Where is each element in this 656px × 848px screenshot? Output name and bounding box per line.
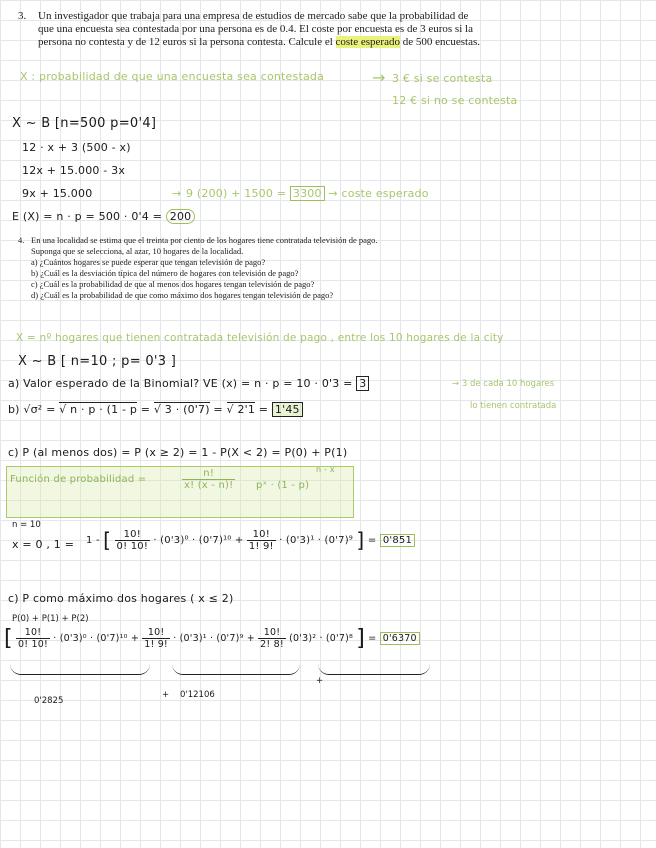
notes4-c-equals: = bbox=[367, 535, 377, 546]
notes3-equation-2: 12x + 15.000 - 3x bbox=[22, 164, 126, 177]
problem-3-line-3-start: persona no contesta y de 12 euros si la persona contesta. Calcule el bbox=[38, 36, 333, 48]
problem-3-line-3-end: de 500 encuestas. bbox=[399, 36, 480, 48]
problem-4-question-b: b) ¿Cuál es la desviación típica del número de hogares con televisión de pago? bbox=[31, 268, 299, 278]
problem-3-number: 3. bbox=[18, 10, 27, 22]
notes4-d-frac-1-den: 0! 10! bbox=[18, 639, 49, 650]
notes4-n-value: n = 10 bbox=[12, 520, 41, 530]
notes4-c-term-1: · (0'3)⁰ · (0'7)¹⁰ + bbox=[153, 535, 244, 546]
highlighted-coste-esperado: coste esperado bbox=[335, 36, 400, 48]
notes4-part-d: c) P como máximo dos hogares ( x ≤ 2) bbox=[8, 592, 234, 605]
problem-3-line-2: que una encuesta sea contestada por una persona es de 0.4. El coste por encuesta es de 3 euros si la bbox=[38, 23, 473, 35]
notes3-cost-a: 3 € si se contesta bbox=[392, 72, 493, 85]
notes4-c-frac-1 bbox=[115, 529, 150, 552]
notes4-part-b-root-2: √ 3 · (0'7) bbox=[153, 403, 210, 416]
notes4-part-d-sum: P(0) + P(1) + P(2) bbox=[12, 614, 89, 624]
notes4-part-c: c) P (al menos dos) = P (x ≥ 2) = 1 - P(X < 2) = P(0) + P(1) bbox=[8, 446, 348, 459]
notes4-part-b bbox=[8, 403, 303, 416]
probability-function-exponent: n - x bbox=[316, 465, 335, 474]
notes4-part-b-sigma: √σ² = bbox=[23, 403, 56, 416]
probability-function-num: n! bbox=[182, 468, 235, 480]
notes4-c-calc-pre: 1 - bbox=[86, 535, 100, 546]
notes3-coste-label: coste esperado bbox=[341, 187, 429, 200]
probability-function-label: Función de probabilidad = bbox=[10, 474, 147, 485]
notes4-c-bracket-close: ] bbox=[356, 528, 365, 552]
notes3-equation-3: 9x + 15.000 bbox=[22, 187, 93, 200]
problem-4-question-d: d) ¿Cuál es la probabilidad de que como máximo dos hogares tengan televisión de pago? bbox=[31, 290, 334, 300]
notes3-expectation-value: 200 bbox=[166, 209, 196, 224]
problem-4-question-c: c) ¿Cuál es la probabilidad de que al menos dos hogares tengan televisión de pago? bbox=[31, 279, 315, 289]
notes3-result-box: 3300 bbox=[290, 186, 325, 201]
notes4-distribution: X ~ B [ n=10 ; p= 0'3 ] bbox=[18, 354, 177, 369]
notes4-part-a-box: 3 bbox=[356, 376, 369, 391]
notes4-d-calculation bbox=[4, 626, 420, 651]
problem-4-line-2: Suponga que se selecciona, al azar, 10 hogares de la localidad. bbox=[31, 246, 244, 256]
notes4-part-a-note-1: → 3 de cada 10 hogares bbox=[452, 379, 555, 389]
notes4-d-term-2: · (0'3)¹ · (0'7)⁹ + bbox=[173, 633, 255, 644]
notes4-d-bracket-close: ] bbox=[356, 626, 366, 651]
notes4-c-frac-2-den: 1! 9! bbox=[248, 540, 274, 552]
notes3-arrow-3: → bbox=[328, 187, 338, 200]
notes4-d-plus-2: + bbox=[316, 676, 324, 686]
problem-3-line-1: Un investigador que trabaja para una empresa de estudios de mercado sabe que la probabilidad de bbox=[38, 10, 469, 22]
notes3-distribution: X ~ B [n=500 p=0'4] bbox=[12, 116, 157, 131]
notes4-definition-x: X = nº hogares que tienen contratada televisión de pago , entre los 10 hogares de la city bbox=[16, 332, 504, 344]
notes4-part-a bbox=[8, 377, 369, 390]
notes4-d-frac-2 bbox=[142, 627, 170, 650]
notes4-d-frac-2-den: 1! 9! bbox=[144, 639, 168, 650]
notes4-d-frac-1-num: 10! bbox=[16, 627, 50, 639]
notes4-c-bracket-open: [ bbox=[103, 528, 112, 552]
notes4-d-term-3: (0'3)² · (0'7)⁸ bbox=[289, 633, 354, 644]
notes4-c-term-2: · (0'3)¹ · (0'7)⁹ bbox=[279, 535, 354, 546]
notes3-expectation bbox=[12, 210, 195, 223]
notes4-d-value-2: 0'12106 bbox=[180, 690, 215, 700]
probability-function-power: pˣ · (1 - p) bbox=[256, 480, 310, 491]
notes4-c-frac-1-num: 10! bbox=[115, 529, 150, 541]
notes4-part-b-equals-2: = bbox=[213, 403, 223, 416]
notes4-part-b-label: b) bbox=[8, 403, 20, 416]
notes4-d-frac-3 bbox=[258, 627, 286, 650]
notes4-d-frac-2-num: 10! bbox=[142, 627, 170, 639]
notes4-d-frac-1 bbox=[16, 627, 50, 650]
notes4-c-result-box: 0'851 bbox=[380, 534, 415, 547]
notes4-c-frac-1-den: 0! 10! bbox=[116, 540, 149, 552]
notes3-expectation-text: E (X) = n · p = 500 · 0'4 = bbox=[12, 210, 163, 223]
notes4-c-frac-2-num: 10! bbox=[247, 529, 276, 541]
notes4-part-a-note-2: lo tienen contratada bbox=[470, 401, 557, 411]
notes4-d-frac-3-num: 10! bbox=[258, 627, 286, 639]
underbrace-3 bbox=[318, 664, 430, 675]
notes4-d-frac-3-den: 2! 8! bbox=[260, 639, 284, 650]
problem-4-question-a: a) ¿Cuántos hogares se puede esperar que tengan televisión de pago? bbox=[31, 257, 266, 267]
problem-4-line-1: En una localidad se estima que el treinta por ciento de los hogares tiene contratada televisión de pago. bbox=[31, 235, 378, 245]
notes3-arrow-2: → bbox=[172, 187, 182, 200]
underbrace-2 bbox=[172, 664, 300, 675]
notes3-cost-b: 12 € si no se contesta bbox=[392, 94, 518, 107]
notes4-part-a-text: a) Valor esperado de la Binomial? VE (x) = n · p = 10 · 0'3 = bbox=[8, 377, 353, 390]
notes4-part-b-root-1: √ n · p · (1 - p bbox=[59, 403, 138, 416]
notes3-equation-1: 12 · x + 3 (500 - x) bbox=[22, 141, 131, 154]
notes4-c-frac-2 bbox=[247, 529, 276, 552]
probability-function-fraction bbox=[182, 468, 235, 491]
notes4-d-result-box: 0'6370 bbox=[380, 632, 420, 645]
notes3-equation-4 bbox=[186, 187, 429, 200]
probability-function-frac bbox=[182, 468, 235, 491]
notes4-d-term-1: · (0'3)⁰ · (0'7)¹⁰ + bbox=[53, 633, 139, 644]
problem-4-number: 4. bbox=[18, 235, 25, 245]
notes4-d-value-1: 0'2825 bbox=[34, 696, 64, 706]
notes3-eq4-text: 9 (200) + 1500 = bbox=[186, 187, 287, 200]
problem-3-line-3 bbox=[38, 36, 480, 49]
notes4-d-bracket-open: [ bbox=[4, 626, 13, 651]
notes4-x-values: x = 0 , 1 = bbox=[12, 538, 75, 551]
notes4-d-equals: = bbox=[368, 633, 377, 644]
notes3-arrow: → bbox=[372, 68, 386, 87]
probability-function-den: x! (x - n)! bbox=[184, 480, 234, 491]
notes4-part-b-equals-1: = bbox=[140, 403, 151, 416]
notes4-part-b-root-3: √ 2'1 bbox=[226, 403, 256, 416]
notes4-part-b-box: 1'45 bbox=[272, 402, 303, 417]
notes3-definition-x: X : probabilidad de que una encuesta sea contestada bbox=[20, 70, 325, 83]
underbrace-1 bbox=[10, 664, 150, 675]
notes4-d-plus-1: + bbox=[162, 690, 170, 700]
notes4-c-calculation bbox=[86, 528, 415, 552]
notes4-part-a-note-1-text: 3 de cada 10 hogares bbox=[461, 379, 555, 389]
notes4-part-b-equals-3: = bbox=[258, 403, 269, 416]
